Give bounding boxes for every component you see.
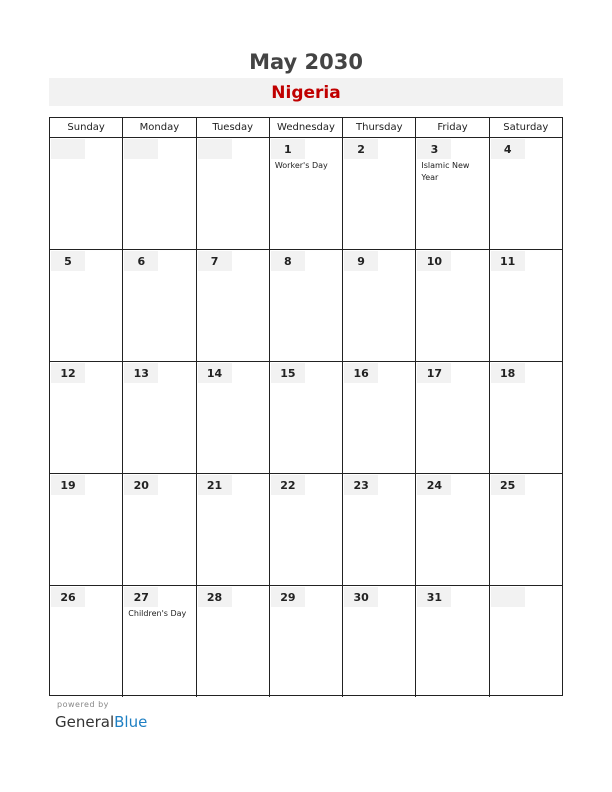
day-cell <box>490 250 562 361</box>
weekday-tuesday: Tuesday <box>197 118 270 137</box>
day-number: 25 <box>491 475 525 495</box>
week-row <box>50 138 562 250</box>
weekday-friday: Friday <box>416 118 489 137</box>
day-cell <box>197 250 270 361</box>
day-number: 9 <box>344 251 378 271</box>
day-number <box>198 139 232 159</box>
day-cell <box>490 362 562 473</box>
calendar-grid <box>49 117 563 696</box>
day-cell <box>416 362 489 473</box>
day-cell <box>270 250 343 361</box>
weekday-monday: Monday <box>123 118 196 137</box>
page-title: May 2030 <box>249 50 363 74</box>
day-number: 4 <box>491 139 525 159</box>
brand-logo-part2: Blue <box>114 713 148 731</box>
day-number <box>124 139 158 159</box>
week-row <box>50 250 562 362</box>
weekday-saturday: Saturday <box>503 122 549 133</box>
day-number: 18 <box>491 363 525 383</box>
holiday-label: Children's Day <box>128 609 187 618</box>
day-cell <box>123 362 196 473</box>
country-name: Nigeria <box>271 83 341 103</box>
weekday-thursday: Thursday <box>343 118 416 137</box>
day-cell <box>343 474 416 585</box>
day-cell <box>50 250 123 361</box>
day-number: 7 <box>198 251 232 271</box>
day-cell <box>123 250 196 361</box>
day-cell <box>490 138 562 249</box>
powered-by-text: powered by <box>57 700 109 709</box>
day-cell <box>416 474 489 585</box>
country-band <box>49 78 563 106</box>
day-cell <box>50 362 123 473</box>
day-cell <box>416 250 489 361</box>
week-row <box>50 586 562 697</box>
day-number: 27 <box>124 587 158 607</box>
day-number: 8 <box>271 251 305 271</box>
day-cell <box>343 138 416 249</box>
day-number: 10 <box>417 251 451 271</box>
week-row <box>50 362 562 474</box>
day-cell <box>343 362 416 473</box>
day-cell <box>270 362 343 473</box>
day-cell <box>343 250 416 361</box>
day-cell <box>197 362 270 473</box>
day-cell <box>50 474 123 585</box>
day-cell <box>197 138 270 249</box>
day-number: 23 <box>344 475 378 495</box>
holiday-label: Worker's Day <box>274 161 328 170</box>
weekday-wednesday: Wednesday <box>270 118 343 137</box>
day-number: 28 <box>198 587 232 607</box>
day-cell <box>270 138 343 249</box>
day-cell <box>490 474 562 585</box>
day-number: 20 <box>124 475 158 495</box>
day-cell <box>123 138 196 249</box>
day-number: 13 <box>124 363 158 383</box>
day-number: 12 <box>51 363 85 383</box>
day-cell <box>270 586 343 697</box>
day-number <box>51 139 85 159</box>
day-cell <box>50 586 123 697</box>
day-number: 6 <box>124 251 158 271</box>
day-number <box>491 587 525 607</box>
day-number: 29 <box>271 587 305 607</box>
day-cell <box>123 586 196 697</box>
brand-logo-part1: General <box>55 713 115 731</box>
weekday-header-row <box>50 118 562 138</box>
day-number: 26 <box>51 587 85 607</box>
day-cell <box>490 586 562 697</box>
holiday-label: Islamic New Year <box>421 161 470 182</box>
day-number: 17 <box>417 363 451 383</box>
day-number: 22 <box>271 475 305 495</box>
day-cell <box>416 586 489 697</box>
day-number: 31 <box>417 587 451 607</box>
day-cell <box>343 586 416 697</box>
brand-logo[interactable] <box>55 712 147 732</box>
day-number: 19 <box>51 475 85 495</box>
day-number: 5 <box>51 251 85 271</box>
day-number: 1 <box>271 139 305 159</box>
day-cell <box>197 586 270 697</box>
day-number: 21 <box>198 475 232 495</box>
day-number: 15 <box>271 363 305 383</box>
day-number: 2 <box>344 139 378 159</box>
day-cell <box>270 474 343 585</box>
footer-branding <box>55 700 147 732</box>
day-number: 3 <box>417 139 451 159</box>
day-number: 14 <box>198 363 232 383</box>
day-cell <box>50 138 123 249</box>
day-number: 24 <box>417 475 451 495</box>
day-cell <box>123 474 196 585</box>
day-number: 30 <box>344 587 378 607</box>
day-cell <box>416 138 489 249</box>
week-row <box>50 474 562 586</box>
day-number: 16 <box>344 363 378 383</box>
day-number: 11 <box>491 251 525 271</box>
weekday-sunday: Sunday <box>50 118 123 137</box>
day-cell <box>197 474 270 585</box>
